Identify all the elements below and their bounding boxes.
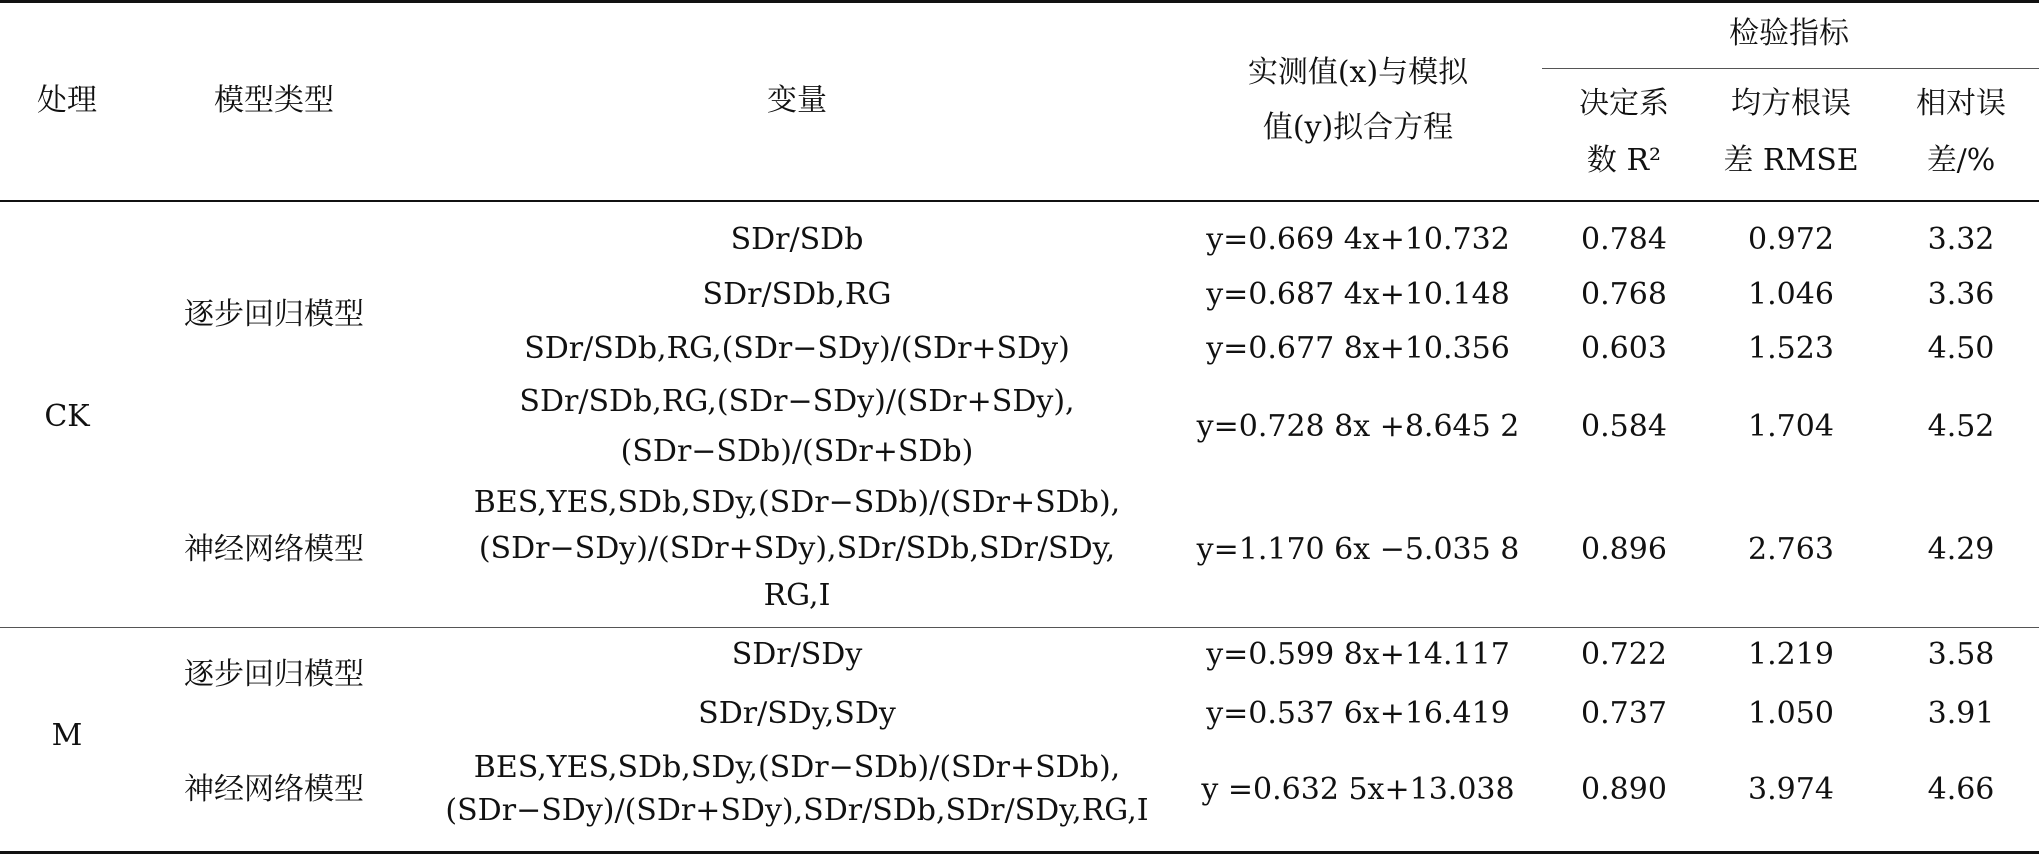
- table-row-5-equation: y=0.599 8x+14.117: [1206, 637, 1510, 672]
- table-row-1-r2: 0.768: [1581, 277, 1667, 312]
- table-row-7-equation: y =0.632 5x+13.038: [1201, 772, 1515, 807]
- table-top-rule: [0, 0, 2039, 3]
- table-row-3-equation: y=0.728 8x +8.645 2: [1196, 409, 1520, 444]
- table-row-5-r2: 0.722: [1581, 637, 1667, 672]
- header-rmse-line2: 差 RMSE: [1723, 143, 1859, 178]
- model-label-nn-ck: 神经网络模型: [184, 532, 364, 567]
- header-variable: 变量: [767, 83, 827, 118]
- table-row-4-r2: 0.896: [1581, 532, 1667, 567]
- table-row-2-rmse: 1.523: [1748, 331, 1834, 366]
- table-row-5-re: 3.58: [1927, 637, 1995, 672]
- table-row-6-re: 3.91: [1927, 696, 1995, 731]
- table-row-7-rmse: 3.974: [1748, 772, 1834, 807]
- table-row-3-rmse: 1.704: [1748, 409, 1834, 444]
- table-row-4-equation: y=1.170 6x −5.035 8: [1196, 532, 1520, 567]
- model-label-nn-m: 神经网络模型: [184, 772, 364, 807]
- table-row-0-variable: SDr/SDb: [730, 222, 864, 257]
- header-re-line1: 相对误: [1916, 86, 2006, 121]
- model-label-stepwise-m: 逐步回归模型: [184, 657, 364, 692]
- group-label-ck: CK: [44, 399, 90, 434]
- header-model: 模型类型: [214, 83, 334, 118]
- group-divider-rule: [0, 627, 2039, 628]
- model-label-stepwise-ck: 逐步回归模型: [184, 297, 364, 332]
- table-row-4-variable-line2: (SDr−SDy)/(SDr+SDy),SDr/SDb,SDr/SDy,: [478, 531, 1116, 566]
- table-row-5-rmse: 1.219: [1748, 637, 1834, 672]
- table-row-3-r2: 0.584: [1581, 409, 1667, 444]
- header-re-line2: 差/%: [1926, 143, 1996, 178]
- table-row-4-variable-line3: RG,I: [763, 578, 831, 613]
- table-row-3-variable-line1: SDr/SDb,RG,(SDr−SDy)/(SDr+SDy),: [519, 384, 1075, 419]
- header-bottom-rule: [0, 200, 2039, 202]
- table-row-0-r2: 0.784: [1581, 222, 1667, 257]
- table-row-0-rmse: 0.972: [1748, 222, 1834, 257]
- header-equation-line2: 值(y)拟合方程: [1262, 110, 1454, 145]
- table-row-2-equation: y=0.677 8x+10.356: [1206, 331, 1510, 366]
- table-row-6-equation: y=0.537 6x+16.419: [1206, 696, 1510, 731]
- group-label-m: M: [51, 718, 83, 753]
- indicator-underline: [1542, 68, 2039, 69]
- table-row-6-rmse: 1.050: [1748, 696, 1834, 731]
- table-row-1-variable: SDr/SDb,RG: [702, 277, 892, 312]
- header-equation-line1: 实测值(x)与模拟: [1247, 55, 1469, 90]
- table-row-7-re: 4.66: [1927, 772, 1995, 807]
- table-row-4-rmse: 2.763: [1748, 532, 1834, 567]
- table-row-3-variable-line2: (SDr−SDb)/(SDr+SDb): [620, 434, 974, 469]
- table-row-1-rmse: 1.046: [1748, 277, 1834, 312]
- table-row-5-variable: SDr/SDy: [731, 637, 863, 672]
- table-row-1-re: 3.36: [1927, 277, 1995, 312]
- table-row-6-variable: SDr/SDy,SDy: [698, 696, 896, 731]
- table-row-7-variable-line2: (SDr−SDy)/(SDr+SDy),SDr/SDb,SDr/SDy,RG,I: [445, 793, 1149, 828]
- table-row-0-re: 3.32: [1927, 222, 1995, 257]
- table-row-3-re: 4.52: [1927, 409, 1995, 444]
- table-row-7-r2: 0.890: [1581, 772, 1667, 807]
- table-row-2-variable: SDr/SDb,RG,(SDr−SDy)/(SDr+SDy): [524, 331, 1070, 366]
- table-row-2-re: 4.50: [1927, 331, 1995, 366]
- table-row-4-variable-line1: BES,YES,SDb,SDy,(SDr−SDb)/(SDr+SDb),: [473, 485, 1121, 520]
- table-row-1-equation: y=0.687 4x+10.148: [1206, 277, 1510, 312]
- table-row-2-r2: 0.603: [1581, 331, 1667, 366]
- table-row-6-r2: 0.737: [1581, 696, 1667, 731]
- header-rmse-line1: 均方根误: [1731, 86, 1851, 121]
- table-row-4-re: 4.29: [1927, 532, 1995, 567]
- table-row-0-equation: y=0.669 4x+10.732: [1206, 222, 1510, 257]
- header-r2-line1: 决定系: [1579, 86, 1669, 121]
- header-indicators: 检验指标: [1729, 16, 1849, 51]
- table-row-7-variable-line1: BES,YES,SDb,SDy,(SDr−SDb)/(SDr+SDb),: [473, 750, 1121, 785]
- header-group: 处理: [37, 83, 97, 118]
- header-r2-line2: 数 R²: [1586, 143, 1662, 178]
